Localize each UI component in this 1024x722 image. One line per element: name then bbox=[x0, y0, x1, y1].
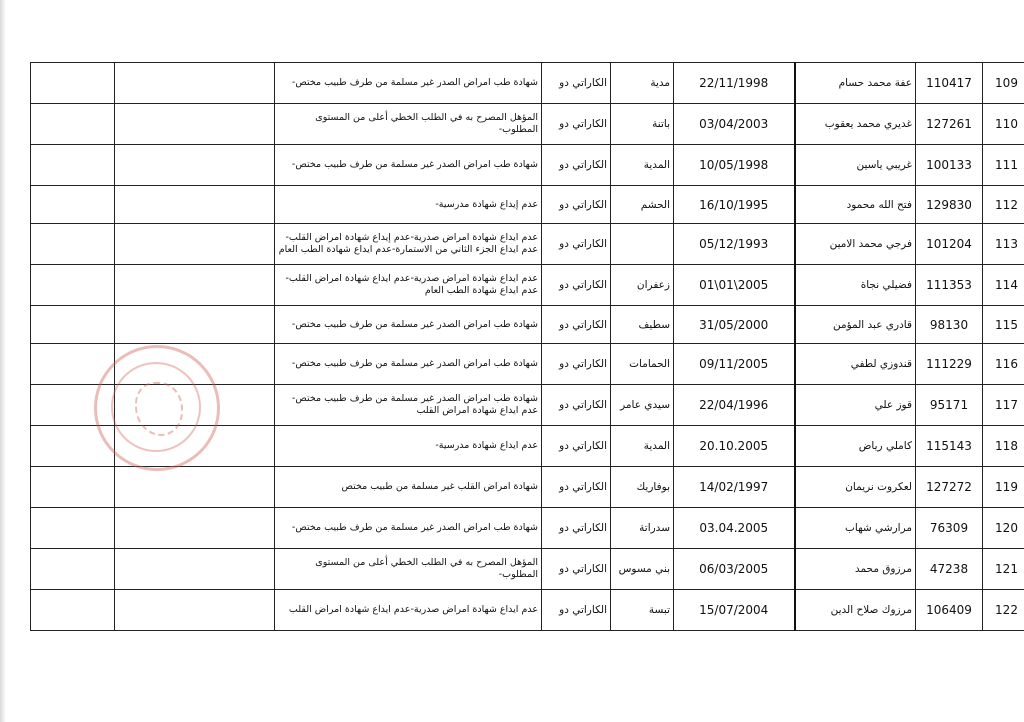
cell-blank-1 bbox=[31, 549, 115, 590]
cell-birthplace bbox=[611, 224, 674, 265]
cell-blank-1 bbox=[31, 63, 115, 104]
cell-blank-2 bbox=[115, 224, 275, 265]
cell-full-name: كاملي رياض bbox=[795, 426, 916, 467]
cell-birthdate: 22/04/1996 bbox=[674, 385, 795, 426]
cell-full-name: مرارشي شهاب bbox=[795, 508, 916, 549]
cell-specialty: الكاراتي دو bbox=[542, 385, 611, 426]
cell-full-name: قادري عبد المؤمن bbox=[795, 306, 916, 344]
cell-birthplace: المدية bbox=[611, 426, 674, 467]
cell-row-number: 109 bbox=[983, 63, 1024, 104]
cell-row-number: 122 bbox=[983, 590, 1024, 631]
cell-remark: عدم ايداع شهادة امراض صدرية-عدم إيداع شهادة امراض القلب-عدم ايداع الجزء الثاني من الاستمارة-عدم ايداع شهادة الطب العام bbox=[275, 224, 542, 265]
cell-birthplace: تبسة bbox=[611, 590, 674, 631]
cell-specialty: الكاراتي دو bbox=[542, 508, 611, 549]
cell-birthdate: 05/12/1993 bbox=[674, 224, 795, 265]
cell-specialty: الكاراتي دو bbox=[542, 63, 611, 104]
table-body bbox=[31, 63, 1024, 631]
table-row bbox=[31, 508, 1024, 549]
cell-blank-2 bbox=[115, 306, 275, 344]
official-stamp bbox=[94, 345, 220, 471]
cell-full-name: غديري محمد يعقوب bbox=[795, 104, 916, 145]
cell-remark: المؤهل المصرح به في الطلب الخطي أعلى من المستوى المطلوب- bbox=[275, 104, 542, 145]
cell-full-name: فرجي محمد الامين bbox=[795, 224, 916, 265]
cell-blank-1 bbox=[31, 186, 115, 224]
table-row bbox=[31, 63, 1024, 104]
cell-row-number: 117 bbox=[983, 385, 1024, 426]
table-row bbox=[31, 145, 1024, 186]
cell-birthdate: 03/04/2003 bbox=[674, 104, 795, 145]
cell-birthplace: الحمامات bbox=[611, 344, 674, 385]
cell-remark: عدم إيداع شهادة مدرسية- bbox=[275, 186, 542, 224]
cell-birthplace: سيدي عامر bbox=[611, 385, 674, 426]
cell-remark: شهادة طب امراض الصدر غير مسلمة من طرف طبيب مختص- bbox=[275, 63, 542, 104]
cell-birthdate: 20.10.2005 bbox=[674, 426, 795, 467]
cell-row-number: 121 bbox=[983, 549, 1024, 590]
cell-birthdate: 01\01\2005 bbox=[674, 265, 795, 306]
cell-remark: عدم ايداع شهادة امراض صدرية-عدم ايداع شهادة امراض القلب-عدم ايداع شهادة الطب العام bbox=[275, 265, 542, 306]
cell-birthplace: المدية bbox=[611, 145, 674, 186]
cell-blank-1 bbox=[31, 590, 115, 631]
cell-registration-id: 100133 bbox=[916, 145, 983, 186]
cell-birthplace: باتنة bbox=[611, 104, 674, 145]
cell-registration-id: 111229 bbox=[916, 344, 983, 385]
cell-row-number: 110 bbox=[983, 104, 1024, 145]
cell-specialty: الكاراتي دو bbox=[542, 265, 611, 306]
cell-row-number: 112 bbox=[983, 186, 1024, 224]
cell-registration-id: 98130 bbox=[916, 306, 983, 344]
cell-remark: عدم ايداع شهادة امراض صدرية-عدم ايداع شهادة امراض القلب bbox=[275, 590, 542, 631]
cell-remark: شهادة طب امراض الصدر غير مسلمة من طرف طبيب مختص-عدم ايداع شهادة امراض القلب bbox=[275, 385, 542, 426]
cell-remark: شهادة طب امراض الصدر غير مسلمة من طرف طبيب مختص- bbox=[275, 508, 542, 549]
cell-birthplace: سدراتة bbox=[611, 508, 674, 549]
cell-blank-2 bbox=[115, 590, 275, 631]
cell-birthplace: الحشم bbox=[611, 186, 674, 224]
cell-remark: شهادة امراض القلب غير مسلمة من طبيب مختص bbox=[275, 467, 542, 508]
candidates-table bbox=[30, 62, 1024, 631]
cell-specialty: الكاراتي دو bbox=[542, 467, 611, 508]
cell-birthdate: 31/05/2000 bbox=[674, 306, 795, 344]
cell-specialty: الكاراتي دو bbox=[542, 426, 611, 467]
cell-birthplace: بوفاريك bbox=[611, 467, 674, 508]
cell-birthdate: 06/03/2005 bbox=[674, 549, 795, 590]
cell-blank-2 bbox=[115, 186, 275, 224]
cell-birthplace: زعفران bbox=[611, 265, 674, 306]
cell-remark: شهادة طب امراض الصدر غير مسلمة من طرف طبيب مختص- bbox=[275, 145, 542, 186]
cell-blank-2 bbox=[115, 265, 275, 306]
cell-full-name: لعكروت نريمان bbox=[795, 467, 916, 508]
cell-specialty: الكاراتي دو bbox=[542, 344, 611, 385]
cell-registration-id: 110417 bbox=[916, 63, 983, 104]
cell-specialty: الكاراتي دو bbox=[542, 590, 611, 631]
cell-full-name: فتح الله محمود bbox=[795, 186, 916, 224]
table-row bbox=[31, 224, 1024, 265]
cell-row-number: 116 bbox=[983, 344, 1024, 385]
cell-birthdate: 14/02/1997 bbox=[674, 467, 795, 508]
cell-blank-1 bbox=[31, 224, 115, 265]
cell-remark: شهادة طب امراض الصدر غير مسلمة من طرف طبيب مختص- bbox=[275, 344, 542, 385]
cell-blank-1 bbox=[31, 306, 115, 344]
cell-blank-2 bbox=[115, 63, 275, 104]
cell-blank-1 bbox=[31, 508, 115, 549]
table-row bbox=[31, 104, 1024, 145]
cell-row-number: 111 bbox=[983, 145, 1024, 186]
cell-registration-id: 111353 bbox=[916, 265, 983, 306]
cell-specialty: الكاراتي دو bbox=[542, 145, 611, 186]
cell-specialty: الكاراتي دو bbox=[542, 306, 611, 344]
cell-registration-id: 127261 bbox=[916, 104, 983, 145]
cell-full-name: غريبي ياسين bbox=[795, 145, 916, 186]
cell-blank-1 bbox=[31, 467, 115, 508]
cell-registration-id: 47238 bbox=[916, 549, 983, 590]
cell-birthdate: 10/05/1998 bbox=[674, 145, 795, 186]
table-row bbox=[31, 306, 1024, 344]
cell-specialty: الكاراتي دو bbox=[542, 224, 611, 265]
table-row bbox=[31, 549, 1024, 590]
cell-specialty: الكاراتي دو bbox=[542, 186, 611, 224]
cell-specialty: الكاراتي دو bbox=[542, 104, 611, 145]
cell-registration-id: 115143 bbox=[916, 426, 983, 467]
cell-specialty: الكاراتي دو bbox=[542, 549, 611, 590]
cell-full-name: مرزوق محمد bbox=[795, 549, 916, 590]
cell-blank-2 bbox=[115, 549, 275, 590]
cell-registration-id: 127272 bbox=[916, 467, 983, 508]
cell-birthdate: 15/07/2004 bbox=[674, 590, 795, 631]
cell-birthdate: 22/11/1998 bbox=[674, 63, 795, 104]
cell-blank-1 bbox=[31, 265, 115, 306]
cell-row-number: 114 bbox=[983, 265, 1024, 306]
table-row bbox=[31, 265, 1024, 306]
table-row bbox=[31, 467, 1024, 508]
cell-full-name: فضيلي نجاة bbox=[795, 265, 916, 306]
cell-row-number: 119 bbox=[983, 467, 1024, 508]
cell-full-name: عفة محمد حسام bbox=[795, 63, 916, 104]
cell-blank-1 bbox=[31, 104, 115, 145]
cell-blank-2 bbox=[115, 508, 275, 549]
cell-registration-id: 101204 bbox=[916, 224, 983, 265]
cell-remark: شهادة طب امراض الصدر غير مسلمة من طرف طبيب مختص- bbox=[275, 306, 542, 344]
cell-registration-id: 106409 bbox=[916, 590, 983, 631]
cell-blank-2 bbox=[115, 145, 275, 186]
cell-registration-id: 95171 bbox=[916, 385, 983, 426]
cell-remark: المؤهل المصرح به في الطلب الخطي أعلى من المستوى المطلوب- bbox=[275, 549, 542, 590]
page-edge-shadow bbox=[0, 0, 6, 722]
cell-registration-id: 129830 bbox=[916, 186, 983, 224]
cell-row-number: 115 bbox=[983, 306, 1024, 344]
cell-birthplace: بني مسوس bbox=[611, 549, 674, 590]
cell-registration-id: 76309 bbox=[916, 508, 983, 549]
cell-row-number: 113 bbox=[983, 224, 1024, 265]
cell-blank-1 bbox=[31, 145, 115, 186]
table-row bbox=[31, 590, 1024, 631]
cell-birthplace: مدية bbox=[611, 63, 674, 104]
cell-full-name: قندوزي لطفي bbox=[795, 344, 916, 385]
cell-row-number: 120 bbox=[983, 508, 1024, 549]
cell-birthdate: 03.04.2005 bbox=[674, 508, 795, 549]
cell-birthplace: سطيف bbox=[611, 306, 674, 344]
cell-birthdate: 09/11/2005 bbox=[674, 344, 795, 385]
cell-blank-2 bbox=[115, 104, 275, 145]
cell-birthdate: 16/10/1995 bbox=[674, 186, 795, 224]
cell-blank-2 bbox=[115, 467, 275, 508]
cell-full-name: مرزوك صلاح الدين bbox=[795, 590, 916, 631]
cell-row-number: 118 bbox=[983, 426, 1024, 467]
cell-full-name: قوز علي bbox=[795, 385, 916, 426]
cell-remark: عدم ايداع شهادة مدرسية- bbox=[275, 426, 542, 467]
table-row bbox=[31, 186, 1024, 224]
